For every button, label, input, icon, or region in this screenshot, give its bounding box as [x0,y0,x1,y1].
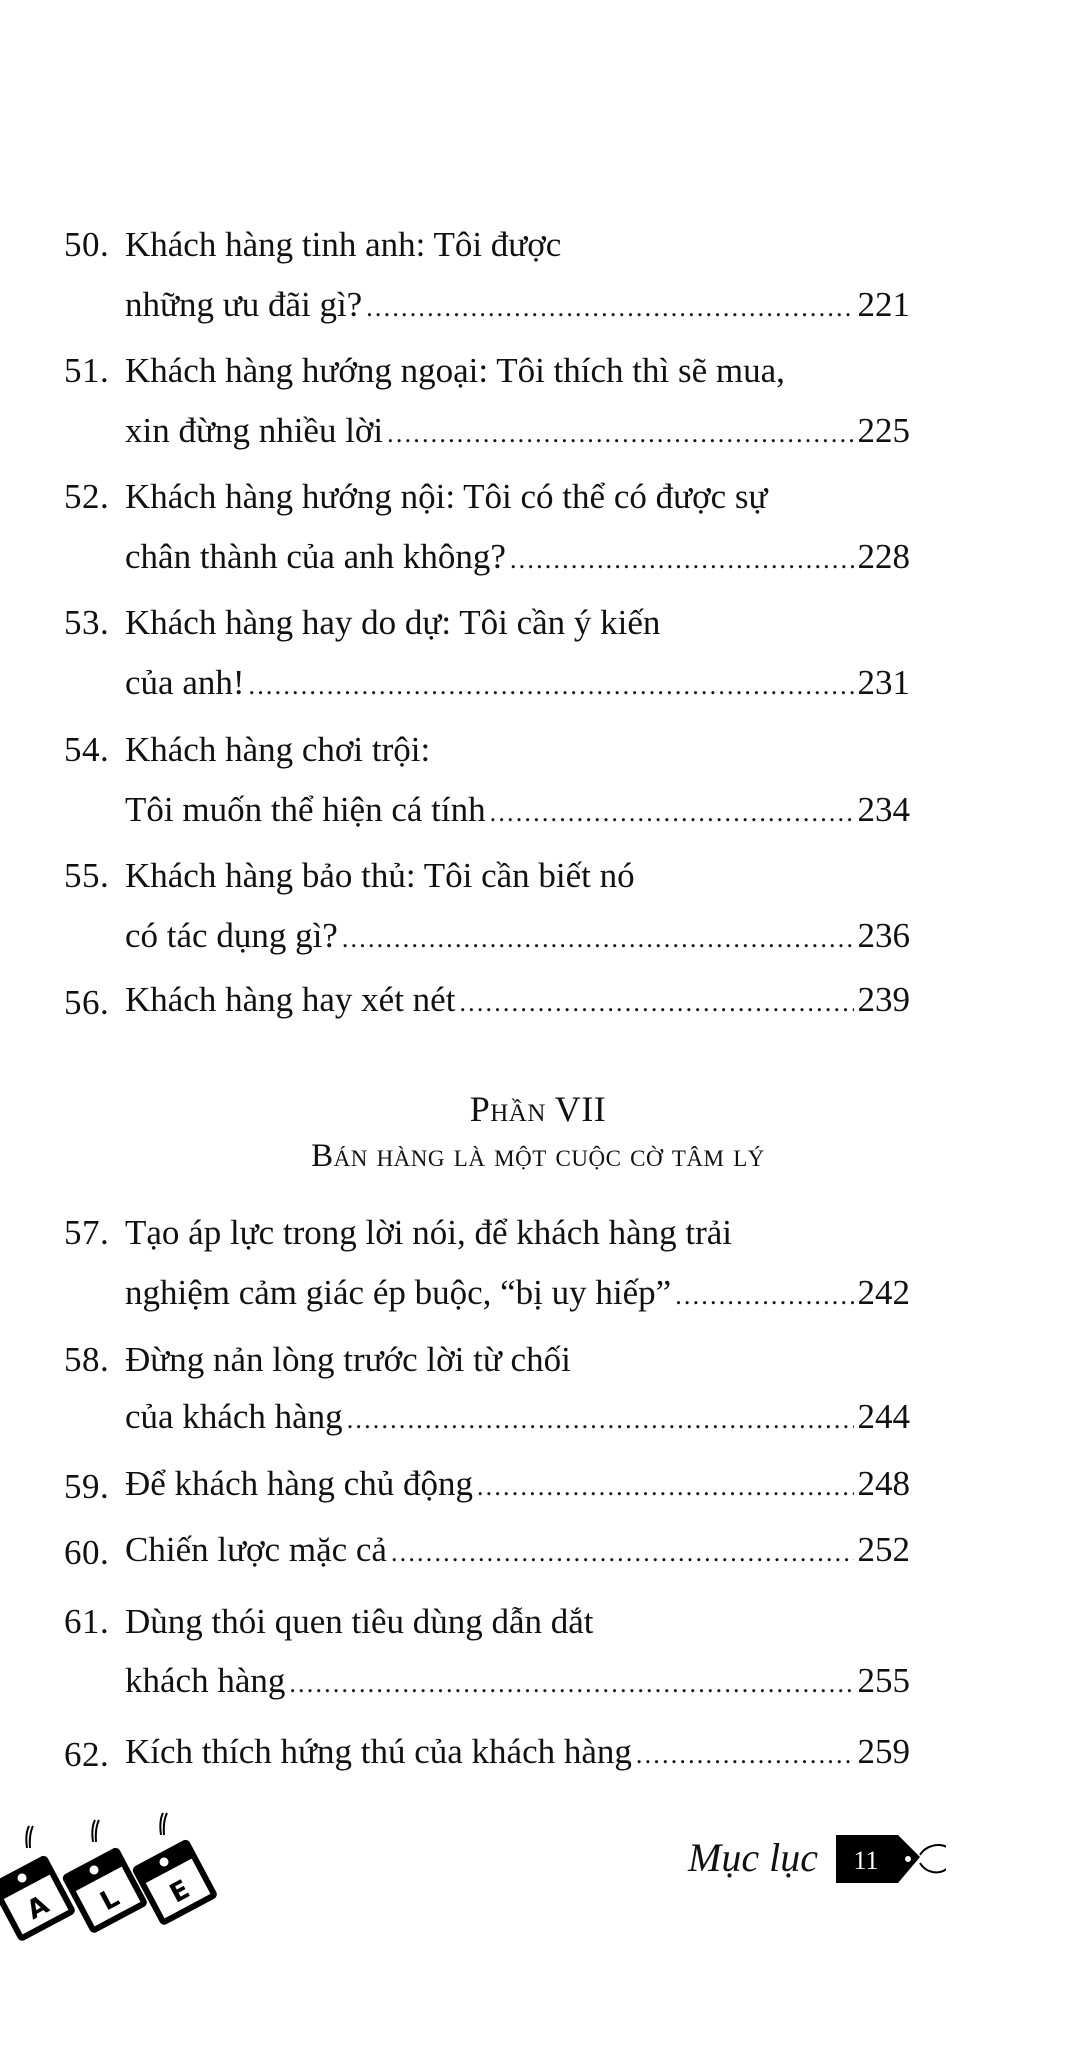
entry-number: 54. [64,730,110,769]
sale-tag-e-icon [131,1813,218,1926]
toc-entry-54[interactable] [0,725,1076,775]
toc-entry-54-cont[interactable] [0,788,1076,838]
page-number: 11 [853,1846,879,1875]
section-subtitle: Bán hàng là một cuộc cờ tâm lý [311,1138,765,1174]
page-number: 236 [857,916,910,955]
entry-title-line: những ưu đãi gì? [125,285,363,324]
page-number: 234 [857,790,910,829]
dot-leader [510,535,854,585]
page-number: 231 [857,663,910,702]
page-number: 221 [857,285,910,324]
dot-leader [459,978,853,1028]
sale-tag-a-icon [0,1826,77,1942]
section-title: Phần VII [469,1089,607,1129]
dot-leader [391,1528,854,1578]
toc-entry-59[interactable] [0,1462,1076,1512]
toc-entry-55-cont[interactable] [0,914,1076,964]
footer-section-label: Mục lục [688,1835,818,1880]
entry-title-line: của anh! [125,663,245,702]
page-number: 242 [857,1273,910,1312]
toc-entry-58[interactable] [0,1335,1076,1385]
entry-title-line: nghiệm cảm giác ép buộc, “bị uy hiếp” [125,1273,672,1312]
entry-number: 62. [64,1735,110,1774]
entry-title-line: xin đừng nhiều lời [125,411,384,450]
page-number-tag [836,1835,946,1885]
entry-title-line: Kích thích hứng thú của khách hàng [125,1732,632,1771]
entry-title-line: của khách hàng [125,1397,343,1436]
page-number: 239 [857,980,910,1019]
toc-entry-51[interactable] [0,346,1076,396]
entry-title-line: Đừng nản lòng trước lời từ chối [125,1340,571,1379]
dot-leader [490,788,854,838]
dot-leader [289,1659,853,1709]
entry-number: 57. [64,1213,110,1252]
toc-entry-60[interactable] [0,1528,1076,1578]
dot-leader [387,409,853,459]
toc-entry-51-cont[interactable] [0,409,1076,459]
dot-leader [477,1462,854,1512]
dot-leader [636,1730,854,1780]
entry-number: 51. [64,351,110,390]
dot-leader [366,283,853,333]
entry-title-line: Dùng thói quen tiêu dùng dẫn dắt [125,1602,594,1641]
svg-text:E: E [165,1874,195,1910]
toc-entry-52-cont[interactable] [0,535,1076,585]
dot-leader [249,661,854,711]
svg-text:A: A [22,1890,54,1926]
entry-title-line: Để khách hàng chủ động [125,1464,473,1503]
entry-number: 55. [64,856,110,895]
entry-title-line: Khách hàng tinh anh: Tôi được [125,225,562,264]
page-number: 259 [857,1732,910,1771]
sale-tags-icon [0,1800,240,1950]
page-number: 248 [857,1464,910,1503]
entry-number: 60. [64,1533,110,1572]
entry-title-line: Khách hàng chơi trội: [125,730,431,769]
toc-entry-57-cont[interactable] [0,1271,1076,1321]
toc-entry-50-cont[interactable] [0,283,1076,333]
toc-entry-58-cont[interactable] [0,1395,1076,1445]
entry-title-line: Tôi muốn thể hiện cá tính [125,790,486,829]
dot-leader [675,1271,853,1321]
entry-title-line: Khách hàng hay do dự: Tôi cần ý kiến [125,603,661,642]
entry-title-line: Khách hàng hay xét nét [125,980,456,1019]
entry-title-line: có tác dụng gì? [125,916,338,955]
toc-entry-53-cont[interactable] [0,661,1076,711]
toc-entry-56[interactable] [0,978,1076,1028]
sale-tag-l-icon [61,1820,148,1934]
toc-entry-61-cont[interactable] [0,1659,1076,1709]
entry-title-line: Chiến lược mặc cả [125,1530,387,1569]
entry-number: 50. [64,225,110,264]
toc-entry-50[interactable] [0,220,1076,270]
entry-number: 52. [64,477,110,516]
toc-entry-62[interactable] [0,1730,1076,1780]
entry-number: 61. [64,1602,110,1641]
page-number: 228 [857,537,910,576]
entry-title-line: Khách hàng hướng nội: Tôi có thể có được sự [125,477,768,516]
dot-leader [347,1395,854,1445]
entry-title-line: chân thành của anh không? [125,537,506,576]
entry-title-line: Tạo áp lực trong lời nói, để khách hàng trải [125,1213,733,1252]
svg-text:L: L [95,1882,125,1918]
page-number: 225 [857,411,910,450]
entry-number: 58. [64,1340,110,1379]
page-number: 252 [857,1530,910,1569]
entry-title-line: Khách hàng hướng ngoại: Tôi thích thì sẽ mua, [125,351,785,390]
toc-entry-57[interactable] [0,1208,1076,1258]
toc-entry-55[interactable] [0,851,1076,901]
entry-number: 53. [64,603,110,642]
page-number: 255 [857,1661,910,1700]
entry-number: 56. [64,983,110,1022]
entry-title-line: khách hàng [125,1661,286,1700]
toc-entry-53[interactable] [0,598,1076,648]
dot-leader [342,914,854,964]
entry-number: 59. [64,1467,110,1506]
toc-entry-61[interactable] [0,1597,1076,1647]
toc-entry-52[interactable] [0,472,1076,522]
entry-title-line: Khách hàng bảo thủ: Tôi cần biết nó [125,856,635,895]
page-number: 244 [857,1397,910,1436]
